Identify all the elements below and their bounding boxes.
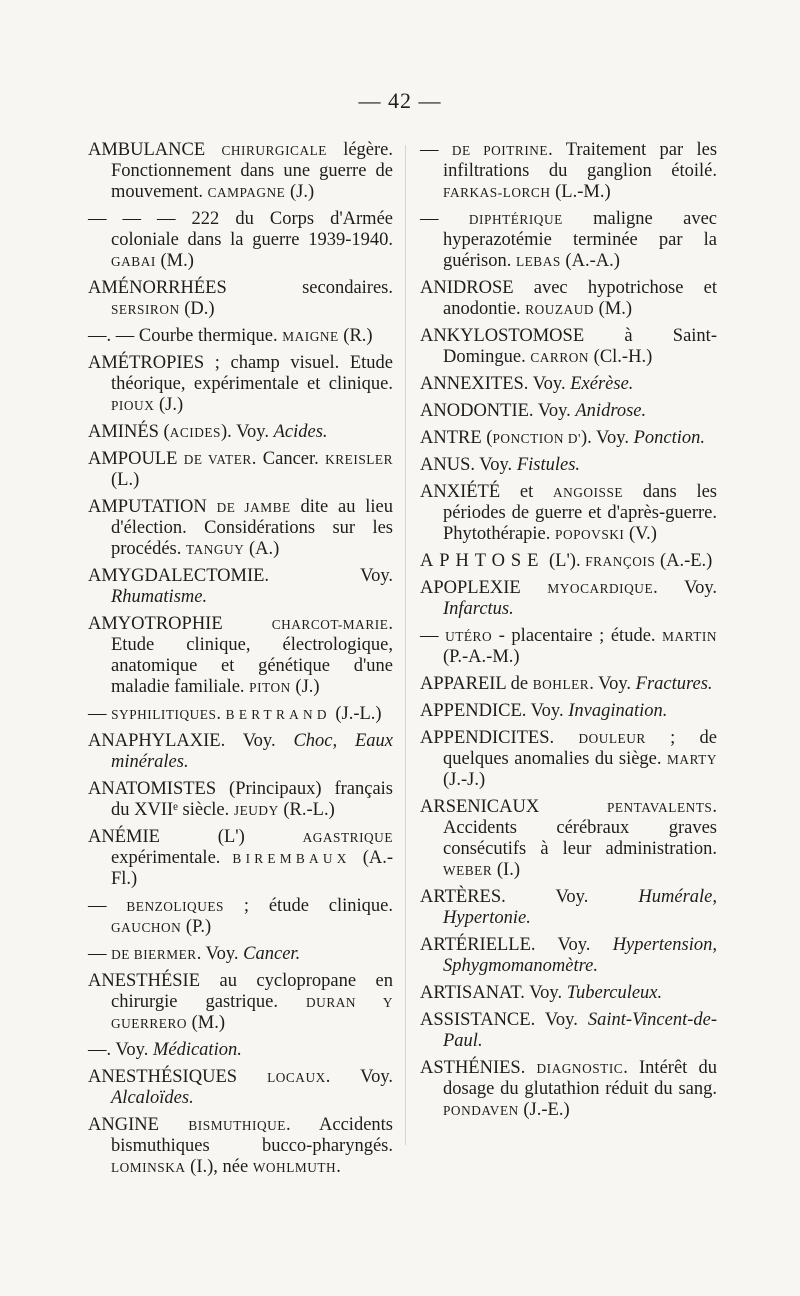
entry-text: . Intérêt du dosage du glutathion réduit du sang. xyxy=(443,1058,717,1099)
index-entry xyxy=(420,455,717,476)
entry-text: Humérale, Hypertonie. xyxy=(443,887,717,928)
index-entry xyxy=(88,278,393,320)
entry-text: (A.-Fl.) xyxy=(111,848,393,889)
entry-text: (I.) xyxy=(492,860,520,880)
entry-text: ; étude clinique. xyxy=(223,896,394,916)
entry-text: Choc, Eaux minérales. xyxy=(111,731,394,772)
entry-text: SYPHILITIQUES xyxy=(111,707,217,722)
entry-text: BERTRAND xyxy=(225,707,331,722)
entry-text: ANTRE ( xyxy=(420,428,493,448)
index-entry xyxy=(88,896,393,938)
entry-text: . Cancer. xyxy=(251,449,326,469)
entry-text: légère. Fonctionnement dans une guerre de mouvement. xyxy=(111,140,394,202)
entry-text: PIOUX xyxy=(111,398,155,413)
entry-text: (V.) xyxy=(624,524,657,544)
entry-text: ACIDES xyxy=(169,425,221,440)
entry-text: (D.) xyxy=(179,299,215,319)
right-column xyxy=(420,140,717,1127)
entry-text: FARKAS-LORCH xyxy=(443,185,551,200)
index-entry xyxy=(88,704,393,725)
index-entry xyxy=(88,1040,393,1061)
entry-text: ROUZAUD xyxy=(525,302,595,317)
entry-text: . Accidents bismuthiques bucco-pharyngés. xyxy=(111,1115,393,1156)
index-entry xyxy=(88,779,393,821)
index-entry xyxy=(88,1067,393,1109)
entry-text: (A.-A.) xyxy=(560,251,620,271)
entry-text: PITON xyxy=(249,680,291,695)
entry-text: ANODONTIE. Voy. xyxy=(420,401,576,421)
entry-text: (J.-L.) xyxy=(330,704,382,724)
entry-text: — — — 222 du Corps d'Armée coloniale dans la guerre 1939-1940. xyxy=(88,209,393,250)
entry-text: — xyxy=(420,626,446,646)
entry-text: AGASTRIQUE xyxy=(302,830,393,845)
entry-text: CHARCOT-MARIE xyxy=(271,617,389,632)
entry-text: Exérèse. xyxy=(570,374,634,394)
entry-text: DE JAMBE xyxy=(216,500,291,515)
entry-text: expérimentale. xyxy=(111,848,233,868)
entry-text: — xyxy=(420,209,469,229)
entry-text: Cancer. xyxy=(243,944,301,964)
entry-text: ANESTHÉSIE au cyclopropane en chirurgie gastrique. xyxy=(88,971,393,1012)
entry-text: — xyxy=(88,704,112,724)
entry-text: DIAGNOSTIC xyxy=(536,1061,624,1076)
index-entry xyxy=(420,887,717,929)
index-entry xyxy=(88,326,393,347)
entry-text: (J.-J.) xyxy=(443,770,486,790)
index-entry xyxy=(88,449,393,491)
index-entry xyxy=(88,566,393,608)
index-entry xyxy=(420,935,717,977)
entry-text: (J.) xyxy=(285,182,315,202)
column-divider xyxy=(405,145,406,1145)
entry-text: AMINÉS ( xyxy=(88,422,170,442)
index-entry xyxy=(420,278,717,320)
index-entry xyxy=(420,578,717,620)
index-entry xyxy=(420,140,717,203)
entry-text: AMPUTATION xyxy=(88,497,217,517)
entry-text: POPOVSKI xyxy=(555,527,625,542)
entry-text: ARTISANAT. Voy. xyxy=(420,983,567,1003)
entry-text: (J.-E.) xyxy=(518,1100,570,1120)
index-entry xyxy=(420,1010,717,1052)
entry-text: BENZOLIQUES xyxy=(126,899,224,914)
entry-text: . Etude clinique, électrologique, anatomique et génétique d'une maladie familiale. xyxy=(111,614,393,697)
index-entry xyxy=(88,944,393,965)
index-entry xyxy=(88,614,393,698)
entry-text: APPAREIL de xyxy=(420,674,533,694)
entry-text: BISMUTHIQUE xyxy=(188,1118,286,1133)
entry-text: Saint-Vincent-de-Paul. xyxy=(443,1010,717,1051)
entry-text: (R.-L.) xyxy=(278,800,335,820)
entry-text: (J.) xyxy=(290,677,320,697)
entry-text: Acides. xyxy=(273,422,328,442)
index-entry xyxy=(420,626,717,668)
entry-text: . Voy. xyxy=(653,578,717,598)
entry-text: ). Voy. xyxy=(580,428,634,448)
entry-text: — xyxy=(88,896,127,916)
entry-text: AMPOULE xyxy=(88,449,184,469)
entry-text: (L.) xyxy=(111,470,140,490)
index-entry xyxy=(88,731,393,773)
entry-text: APPENDICE. Voy. xyxy=(420,701,569,721)
entry-text: — xyxy=(88,944,112,964)
entry-text: SERSIRON xyxy=(111,302,180,317)
entry-text: ANXIÉTÉ et xyxy=(420,482,553,502)
entry-text: ANGINE xyxy=(88,1115,189,1135)
entry-text: LOMINSKA xyxy=(111,1160,186,1175)
entry-text: maligne avec hyperazotémie terminée par la guérison. xyxy=(443,209,718,271)
index-entry xyxy=(420,482,717,545)
entry-text: CHIRURGICALE xyxy=(221,143,327,158)
entry-text: ANUS. Voy. xyxy=(420,455,517,475)
index-entry xyxy=(420,797,717,881)
index-entry xyxy=(420,428,717,449)
index-entry xyxy=(88,497,393,560)
entry-text: —. Voy. xyxy=(88,1040,153,1060)
index-entry xyxy=(420,374,717,395)
entry-text: DE VATER xyxy=(183,452,252,467)
entry-text: (Cl.-H.) xyxy=(589,347,653,367)
entry-text: . Traitement par les infiltrations du ganglion étoilé. xyxy=(443,140,718,181)
entry-text: ; de quelques anomalies du siège. xyxy=(443,728,717,769)
index-entry xyxy=(420,1058,717,1121)
entry-text: PONDAVEN xyxy=(443,1103,519,1118)
entry-text: Fractures. xyxy=(635,674,713,694)
index-entry xyxy=(88,827,393,890)
entry-text: AMBULANCE xyxy=(88,140,222,160)
index-entry xyxy=(88,209,393,272)
entry-text: Invagination. xyxy=(568,701,668,721)
entry-text: ASSISTANCE. Voy. xyxy=(420,1010,588,1030)
entry-text: AMYOTROPHIE xyxy=(88,614,272,634)
entry-text: DIPHTÉRIQUE xyxy=(468,212,563,227)
entry-text: . Voy. xyxy=(325,1067,393,1087)
entry-text: . xyxy=(216,704,226,724)
entry-text: Infarctus. xyxy=(443,599,514,619)
entry-text: ANESTHÉSIQUES xyxy=(88,1067,268,1087)
entry-text: . Accidents cérébraux graves consécutifs à leur administration. xyxy=(443,797,717,859)
entry-text: - placentaire ; étude. xyxy=(492,626,663,646)
entry-text: dite au lieu d'élection. Considérations sur les procédés. xyxy=(111,497,393,559)
entry-text: ANAPHYLAXIE. Voy. xyxy=(88,731,294,751)
entry-text: (A.) xyxy=(244,539,280,559)
entry-text: (L.-M.) xyxy=(550,182,611,202)
index-entry xyxy=(420,701,717,722)
entry-text: DOULEUR xyxy=(578,731,646,746)
entry-text: (P.) xyxy=(181,917,212,937)
entry-text: ANKYLOSTOMOSE à Saint-Domingue. xyxy=(420,326,717,367)
entry-text: WEBER xyxy=(443,863,493,878)
entry-text: MARTY xyxy=(667,752,717,767)
entry-text: Fistules. xyxy=(516,455,581,475)
entry-text: LOCAUX xyxy=(267,1070,326,1085)
index-entry xyxy=(420,326,717,368)
entry-text: (R.) xyxy=(338,326,373,346)
entry-text: (P.-A.-M.) xyxy=(443,647,520,667)
entry-text: MARTIN xyxy=(662,629,718,644)
index-entry xyxy=(88,353,393,416)
index-entry xyxy=(88,1115,393,1178)
entry-text: (J.) xyxy=(154,395,184,415)
entry-text: APPENDICITES. xyxy=(420,728,579,748)
entry-text: AMÉNORRHÉES secondaires. xyxy=(88,278,393,298)
entry-text: BOHLER xyxy=(532,677,590,692)
entry-text: — xyxy=(420,140,452,160)
index-entry xyxy=(420,728,717,791)
entry-text: JEUDY xyxy=(233,803,279,818)
entry-text: FRANÇOIS xyxy=(585,554,656,569)
entry-text: DE POITRINE xyxy=(451,143,549,158)
entry-text: GABAI xyxy=(111,254,156,269)
entry-text: DE BIERMER xyxy=(111,947,197,962)
entry-text: Médication. xyxy=(152,1040,242,1060)
entry-text: ARTÉRIELLE. Voy. xyxy=(420,935,613,955)
entry-text: ANÉMIE (L') xyxy=(88,827,303,847)
left-column xyxy=(88,140,393,1184)
entry-text: Ponction. xyxy=(633,428,705,448)
entry-text: ANATOMISTES (Principaux) français du XVIIᵉ siècle. xyxy=(88,779,393,820)
entry-text: Rhumatisme. xyxy=(111,587,208,607)
entry-text: WOHLMUTH xyxy=(252,1160,337,1175)
index-entry xyxy=(88,140,393,203)
entry-text: (L'). xyxy=(544,551,586,571)
entry-text: (I.), née xyxy=(185,1157,253,1177)
entry-text: PONCTION D' xyxy=(492,431,581,446)
entry-text: DURAN Y GUERRERO xyxy=(111,995,393,1031)
entry-text: KREISLER xyxy=(325,452,393,467)
entry-text: PENTAVALENTS xyxy=(606,800,713,815)
index-entry xyxy=(420,551,717,572)
entry-text: MAIGNE xyxy=(282,329,339,344)
index-entry xyxy=(88,971,393,1034)
entry-text: UTÉRO xyxy=(445,629,493,644)
entry-text: . xyxy=(336,1157,341,1177)
entry-text: AMÉTROPIES ; champ visuel. Etude théorique, expérimentale et clinique. xyxy=(88,353,393,394)
entry-text: ). Voy. xyxy=(221,422,274,442)
entry-text: BIREMBAUX xyxy=(232,851,351,866)
entry-text: APHTOSE xyxy=(420,551,545,571)
index-entry xyxy=(88,422,393,443)
entry-text: CAMPAGNE xyxy=(207,185,286,200)
entry-text: Anidrose. xyxy=(575,401,647,421)
entry-text: (A.-E.) xyxy=(655,551,713,571)
entry-text: APOPLEXIE xyxy=(420,578,548,598)
entry-text: ANGOISSE xyxy=(552,485,624,500)
entry-text: MYOCARDIQUE xyxy=(547,581,654,596)
entry-text: Alcaloïdes. xyxy=(111,1088,194,1108)
entry-text: ANNEXITES. Voy. xyxy=(420,374,571,394)
entry-text: . Voy. xyxy=(196,944,244,964)
entry-text: GAUCHON xyxy=(111,920,182,935)
index-entry xyxy=(420,674,717,695)
entry-text: (M.) xyxy=(155,251,194,271)
index-entry xyxy=(420,983,717,1004)
entry-text: (M.) xyxy=(187,1013,226,1033)
entry-text: —. — Courbe thermique. xyxy=(88,326,283,346)
entry-text: Tuberculeux. xyxy=(566,983,663,1003)
index-entry xyxy=(420,401,717,422)
entry-text: ASTHÉNIES. xyxy=(420,1058,537,1078)
entry-text: AMYGDALECTOMIE. Voy. xyxy=(88,566,393,586)
entry-text: Hypertension, Sphygmomanomètre. xyxy=(443,935,717,976)
index-entry xyxy=(420,209,717,272)
entry-text: LEBAS xyxy=(515,254,561,269)
entry-text: CARRON xyxy=(530,350,590,365)
entry-text: ANIDROSE avec hypotrichose et anodontie. xyxy=(420,278,717,319)
page-number: — 42 — xyxy=(358,88,442,113)
entry-text: ARSENICAUX xyxy=(420,797,607,817)
entry-text: ARTÈRES. Voy. xyxy=(420,887,639,907)
entry-text: (M.) xyxy=(594,299,633,319)
entry-text: TANGUY xyxy=(186,542,245,557)
entry-text: dans les périodes de guerre et d'après-guerre. Phytothérapie. xyxy=(443,482,717,544)
entry-text: . Voy. xyxy=(589,674,636,694)
